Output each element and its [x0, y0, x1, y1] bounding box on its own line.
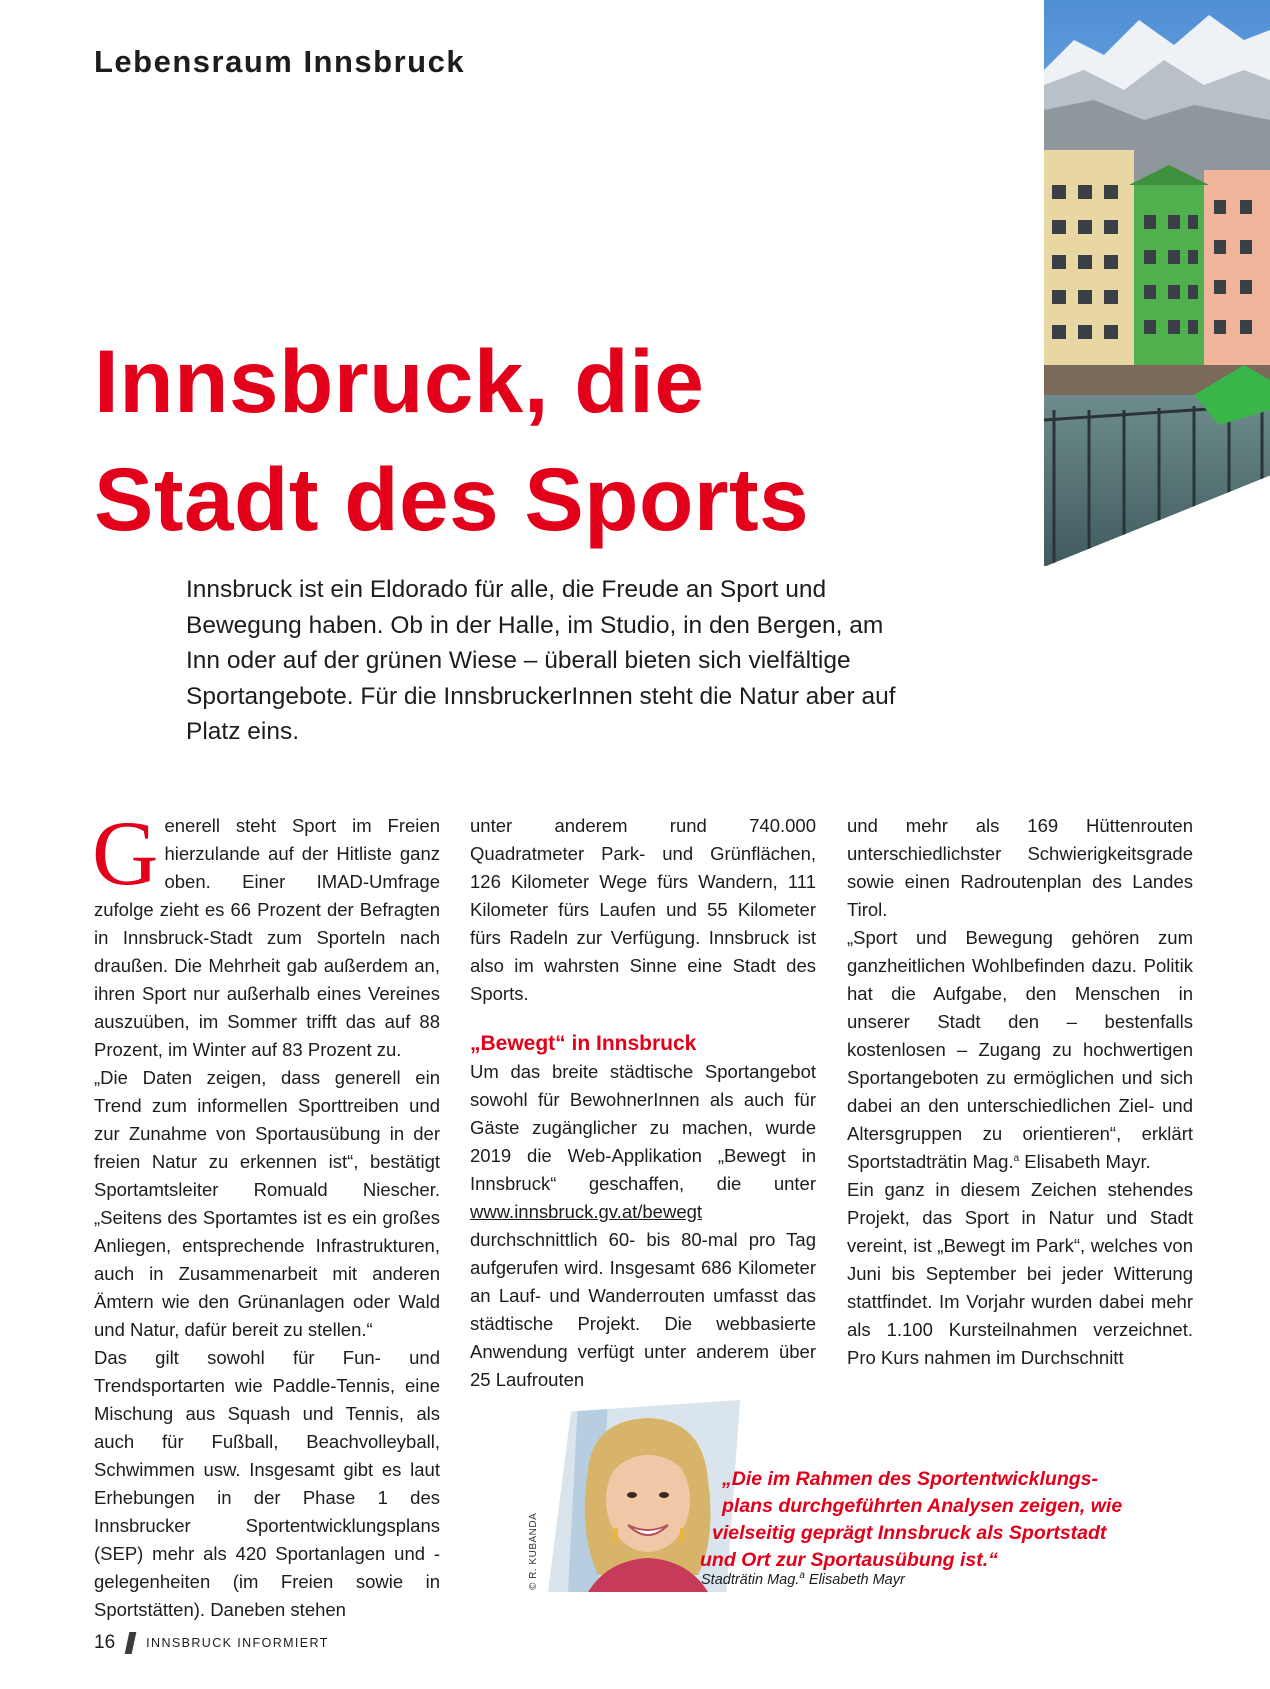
article-paragraph: „Die Daten zeigen, dass generell ein Trend zum informellen Sporttreiben und zur Zunahme von Sportausübung in der freien Natur zu erkennen ist“, bestätigt Sportamtsleiter Romuald Niescher. „Seitens des Sportamtes ist es ein großes Anliegen, entsprechende Infrastrukturen, auch in Zusammenarbeit mit anderen Ämtern wie den Grünanlagen oder Wald und Natur, dafür bereit zu stellen.“	[94, 1067, 440, 1340]
footer-divider	[125, 1632, 137, 1654]
headline-line-1: Innsbruck, die	[94, 331, 705, 431]
article-column-2	[470, 812, 816, 1394]
drop-cap: G	[92, 802, 159, 904]
article-column-1	[92, 802, 440, 1624]
article-paragraph: „Sport und Bewegung gehören zum ganzheitlichen Wohlbefinden dazu. Politik hat die Aufgabe, den Menschen in unserer Stadt den – bestenfalls kostenlosen – Zugang zu hochwertigen Sportangeboten zu ermöglichen und sich dabei an den unterschiedlichen Ziel- und Altersgruppen zu orientieren“, erklärt Sportstadträtin Mag.$^a$ Elisabeth Mayr.	[847, 927, 1193, 1172]
article-paragraph: Um das breite städtische Sportangebot sowohl für BewohnerInnen als auch für Gäste zugänglicher zu machen, wurde 2019 die Web-Applikation „Bewegt in Innsbruck“ geschaffen, die unter www.innsbruck.gv.at/bewegt durchschnittlich 60- bis 80-mal pro Tag aufgerufen wird. Insgesamt 686 Kilometer an Lauf- und Wanderrouten umfasst das städtische Projekt. Die webbasierte Anwendung verfügt unter anderem über 25 Laufrouten	[470, 1061, 816, 1390]
quote-line: „Die im Rahmen des Sportentwicklungs-	[722, 1468, 1098, 1490]
article-paragraph: unter anderem rund 740.000 Quadratmeter Park- und Grünflächen, 126 Kilometer Wege fürs Wandern, 111 Kilometer fürs Laufen und 55 Kilometer fürs Radeln zur Verfügung. Innsbruck ist also im wahrsten Sinne eine Stadt des Sports.	[470, 815, 816, 1004]
article-paragraph: Das gilt sowohl für Fun- und Trendsportarten wie Paddle-Tennis, eine Mischung aus Squash und Tennis, als auch für Fußball, Beachvolleyball, Schwimmen usw. Insgesamt gibt es laut Erhebungen in der Phase 1 des Innsbrucker Sportentwicklungsplans (SEP) mehr als 420 Sportanlagen und -gelegenheiten (im Freien sowie in Sportstätten). Daneben stehen	[94, 1347, 440, 1620]
page-footer	[94, 1632, 329, 1654]
article-column-3	[847, 812, 1193, 1372]
quote-line: und Ort zur Sportausübung ist.“	[700, 1549, 998, 1571]
headline	[94, 322, 994, 558]
section-label: Lebensraum Innsbruck	[94, 44, 466, 79]
headline-line-2: Stadt des Sports	[94, 449, 810, 549]
bewegt-link[interactable]: www.innsbruck.gv.at/bewegt	[470, 1201, 703, 1222]
page-number: 16	[94, 1632, 116, 1653]
article-paragraph: Generell steht Sport im Freien hierzulande auf der Hitliste ganz oben. Einer IMAD-Umfrage zufolge zieht es 66 Prozent der Befragten in Innsbruck-Stadt zum Sporteln nach draußen. Die Mehrheit gab außerdem an, ihren Sport nur außerhalb eines Vereines auszuüben, im Sommer trifft das auf 88 Prozent, im Winter auf 83 Prozent zu.	[92, 802, 440, 1060]
pull-quote	[700, 1466, 1123, 1574]
quote-line: plans durchgeführten Analysen zeigen, wie	[722, 1495, 1123, 1517]
hero-photo	[1044, 0, 1270, 566]
lead-paragraph: Innsbruck ist ein Eldorado für alle, die Freude an Sport und Bewegung haben. Ob in der Halle, im Studio, in den Bergen, am Inn oder auf der grünen Wiese – überall bieten sich vielfältige Sportangebote. Für die InnsbruckerInnen steht die Natur aber auf Platz eins.	[186, 576, 896, 745]
photo-credit: © R. KUBANDA	[528, 1512, 539, 1590]
subheading: „Bewegt“ in Innsbruck	[470, 1032, 697, 1055]
quote-line: vielseitig geprägt Innsbruck als Sportstadt	[712, 1522, 1107, 1544]
publication-name: INNSBRUCK INFORMIERT	[146, 1636, 329, 1650]
quote-author: Stadträtin Mag.$^a$ Elisabeth Mayr	[701, 1570, 905, 1588]
article-paragraph: und mehr als 169 Hüttenrouten unterschiedlichster Schwierigkeitsgrade sowie einen Radroutenplan des Landes Tirol.	[847, 815, 1193, 920]
article-paragraph: Ein ganz in diesem Zeichen stehendes Projekt, das Sport in Natur und Stadt vereint, ist „Bewegt im Park“, welches von Juni bis September bei jeder Witterung stattfindet. Im Vorjahr wurden dabei mehr als 1.100 Kursteilnahmen verzeichnet. Pro Kurs nahmen im Durchschnitt	[847, 1179, 1193, 1368]
